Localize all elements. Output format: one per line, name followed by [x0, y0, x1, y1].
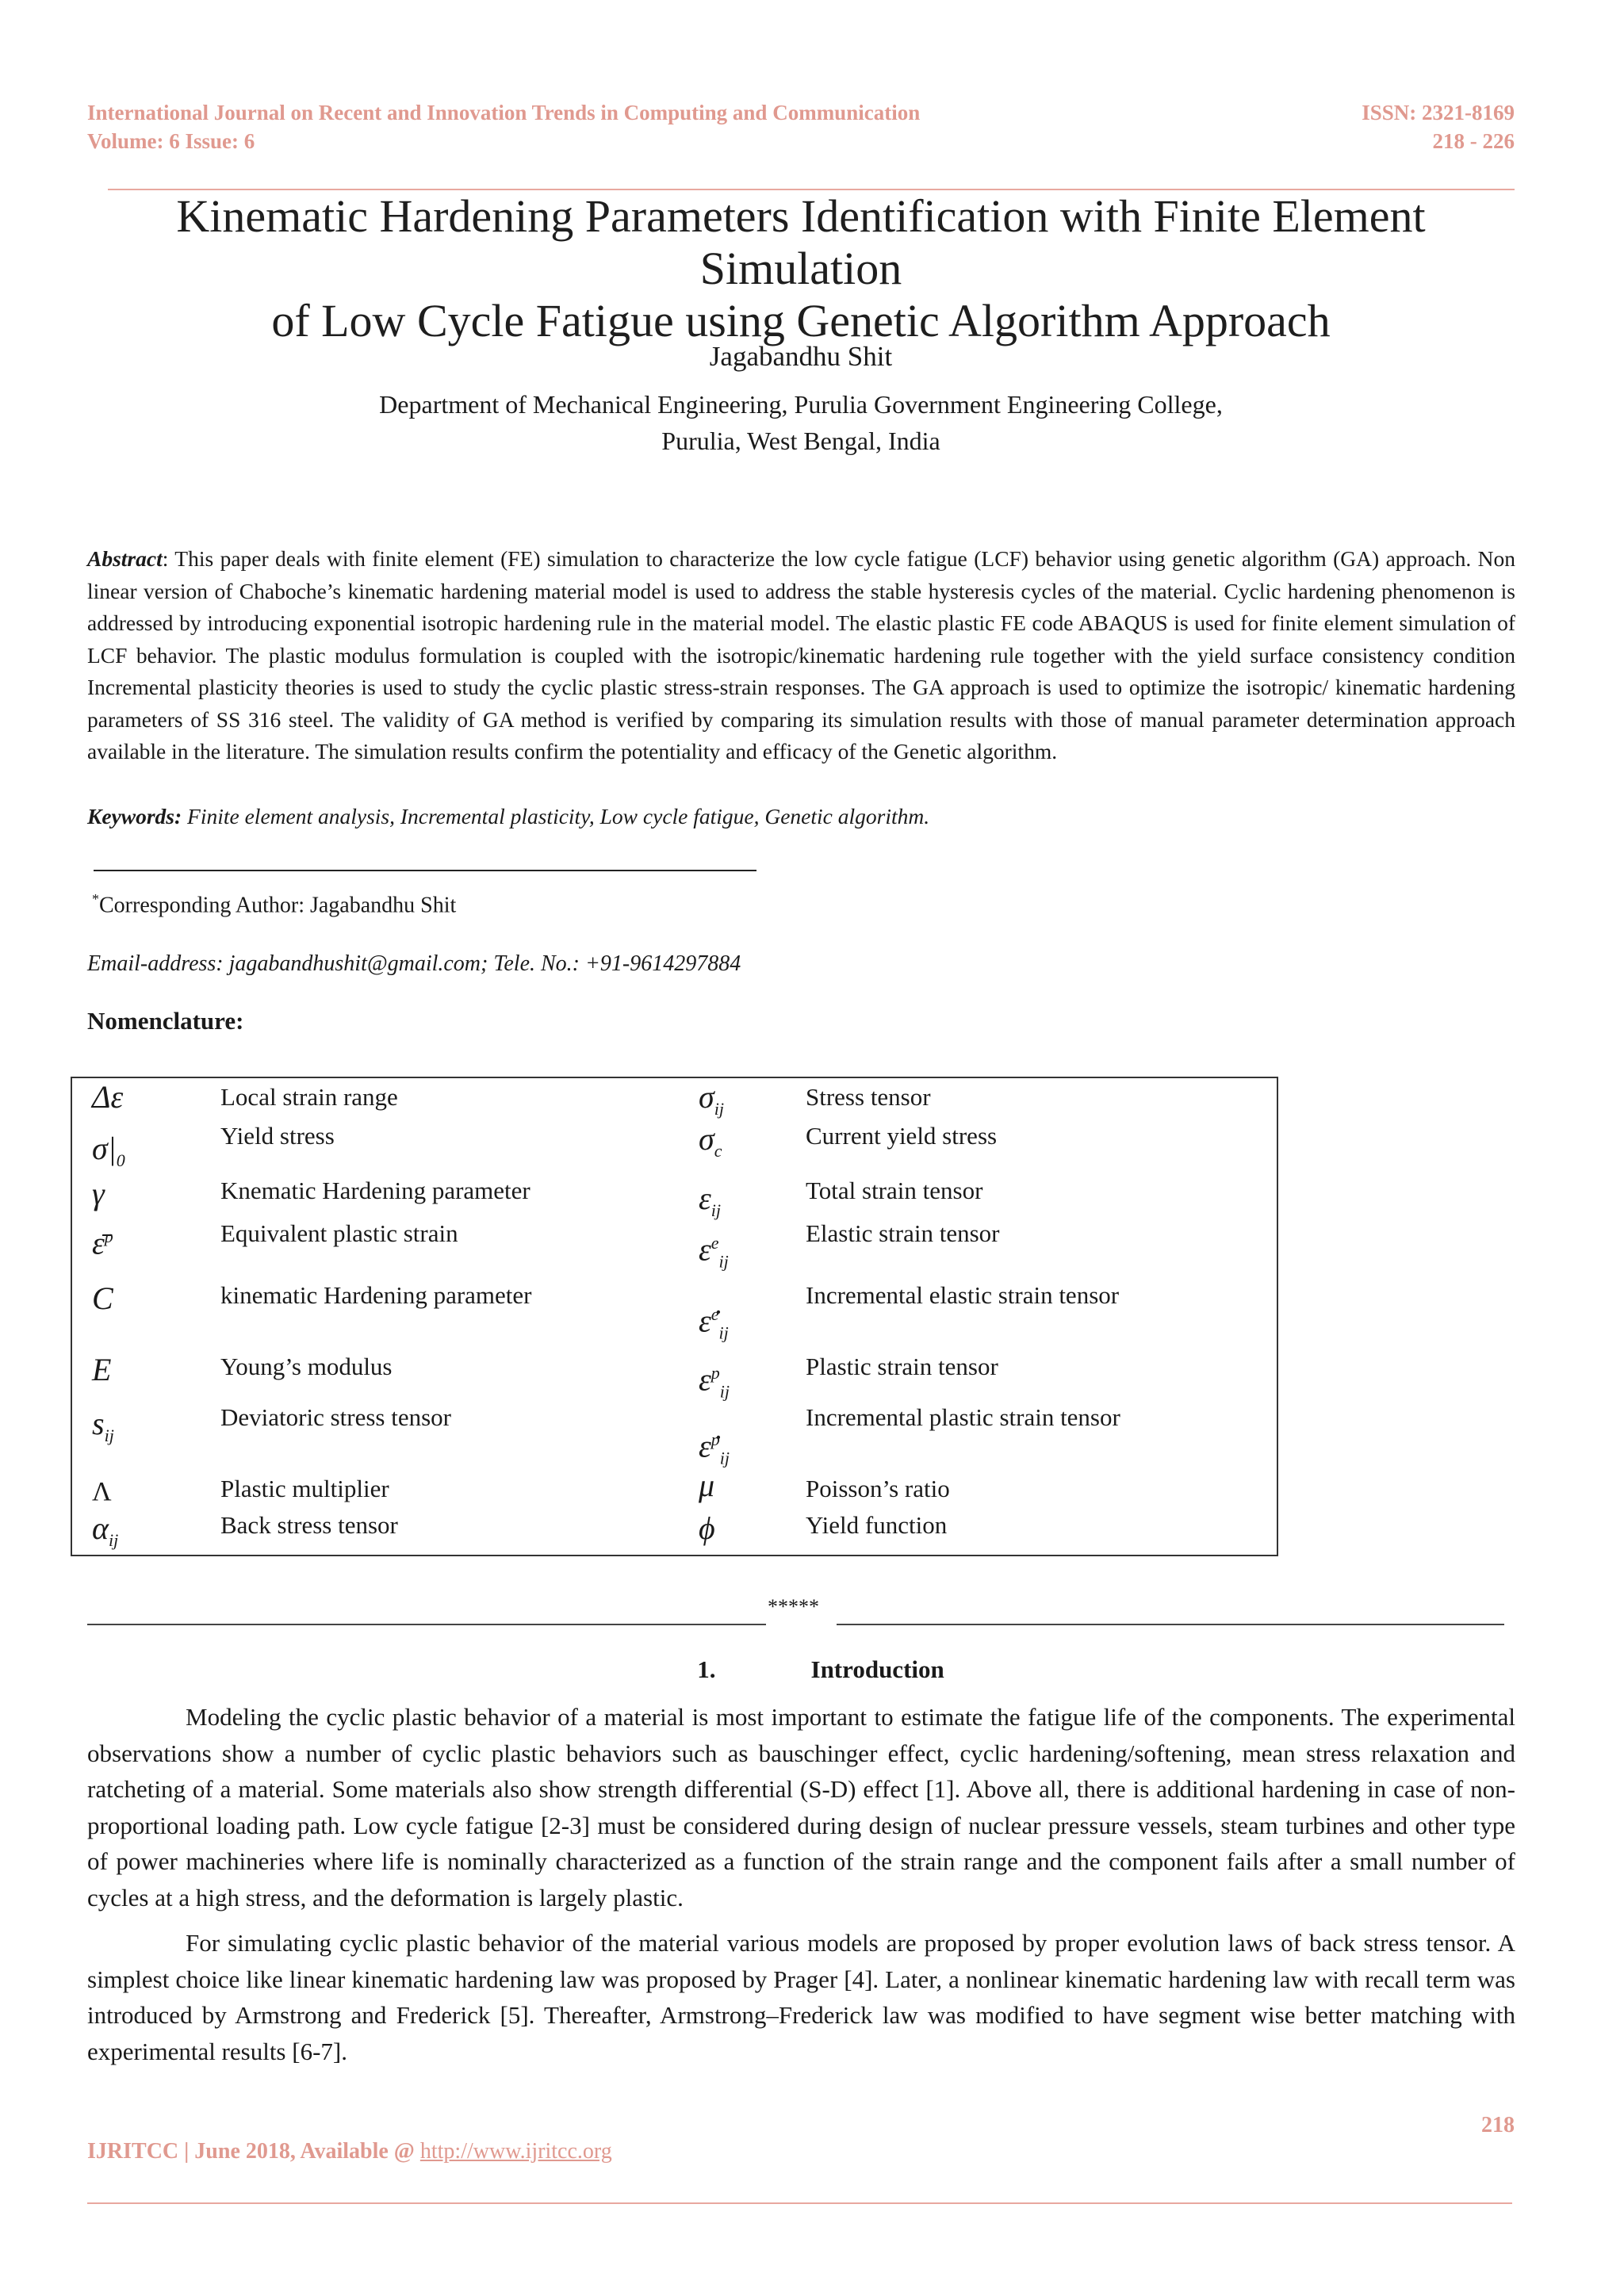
nomenclature-table [71, 1077, 1278, 1556]
symbol-mu: μ [699, 1468, 715, 1503]
section-heading-introduction [87, 1655, 1610, 1684]
symbol-sigma-ij: $\sigma_{ij}$ [699, 1079, 724, 1119]
nomenclature-desc: Poisson’s ratio [806, 1475, 950, 1502]
journal-name: International Journal on Recent and Innovation Trends in Computing and Communication [87, 101, 921, 124]
symbol-incremental-plastic-strain: ε̇$^p_{ij}$ [699, 1428, 730, 1468]
keywords [87, 804, 929, 829]
symbol-epsilon-ij: $\varepsilon_{ij}$ [699, 1181, 721, 1220]
email-contact: Email-address: jagabandhushit@gmail.com; Tele. No.: +91-9614297884 [87, 951, 741, 976]
symbol-yield-sigma: $\sigma|_0$ [92, 1131, 125, 1170]
affiliation-line-1: Department of Mechanical Engineering, Purulia Government Engineering College, [379, 390, 1223, 419]
section-title: Introduction [810, 1655, 944, 1683]
page-range: 218 - 226 [1432, 129, 1515, 153]
symbol-plastic-strain: $\varepsilon^p_{ij}$ [699, 1361, 730, 1402]
symbol-lambda: Λ [92, 1477, 112, 1506]
page-number: 218 [1481, 2113, 1515, 2137]
symbol-s-ij: $s_{ij}$ [92, 1406, 114, 1445]
nomenclature-desc: Deviatoric stress tensor [220, 1403, 451, 1431]
symbol-equivalent-plastic-strain: ε̄$^p$ [92, 1225, 113, 1261]
volume-issue: Volume: 6 Issue: 6 [87, 129, 255, 153]
nomenclature-desc: Incremental elastic strain tensor [806, 1281, 1120, 1309]
issn: ISSN: 2321-8169 [1362, 101, 1515, 124]
nomenclature-desc: Young’s modulus [220, 1353, 393, 1380]
affiliation [87, 386, 1515, 459]
corresponding-author [92, 891, 456, 918]
nomenclature-title: Nomenclature: [87, 1007, 244, 1035]
nomenclature-desc: kinematic Hardening parameter [220, 1281, 532, 1309]
keywords-label: Keywords: [87, 804, 182, 828]
nomenclature-desc: Local strain range [220, 1083, 398, 1111]
symbol-E: E [92, 1352, 112, 1387]
symbol-gamma: γ [92, 1176, 105, 1211]
nomenclature-desc: Yield stress [220, 1122, 335, 1150]
nomenclature-desc: Yield function [806, 1511, 948, 1539]
running-header-left [87, 98, 920, 155]
abstract-label: Abstract [87, 546, 163, 571]
abstract [87, 543, 1515, 768]
keywords-text: Finite element analysis, Incremental plasticity, Low cycle fatigue, Genetic algorithm. [182, 804, 930, 828]
title-line-1: Kinematic Hardening Parameters Identification with Finite Element Simulation [176, 190, 1426, 294]
journal-link[interactable]: http://www.ijritcc.org [419, 2139, 612, 2164]
symbol-C: C [92, 1280, 113, 1316]
nomenclature-desc: Knematic Hardening parameter [220, 1177, 530, 1204]
footnote-mark: * [92, 891, 99, 907]
paper-title [87, 190, 1515, 347]
author-name: Jagabandhu Shit [709, 341, 893, 372]
symbol-alpha-ij: $\alpha_{ij}$ [92, 1510, 119, 1550]
nomenclature-desc: Total strain tensor [806, 1177, 983, 1204]
nomenclature-desc: Incremental plastic strain tensor [806, 1403, 1120, 1431]
symbol-sigma-c: $\sigma_c$ [699, 1121, 722, 1161]
title-line-2: of Low Cycle Fatigue using Genetic Algorithm Approach [271, 295, 1331, 346]
section-number: 1. [697, 1655, 716, 1683]
nomenclature-desc: Stress tensor [806, 1083, 931, 1111]
footer [87, 2139, 612, 2164]
nomenclature-desc: Equivalent plastic strain [220, 1219, 458, 1247]
symbol-delta-epsilon: Δε [92, 1079, 124, 1115]
nomenclature-desc: Plastic strain tensor [806, 1353, 998, 1380]
running-header-right [1362, 98, 1515, 155]
intro-paragraph-2: For simulating cyclic plastic behavior of the material various models are proposed by proper evolution laws of back stress tensor. A simplest choice like linear kinematic hardening law was proposed by Prager [4]. Later, a nonlinear kinematic hardening law with recall term was introduced by Armstrong and Frederick [5]. Thereafter, Armstrong–Frederick law was modified to have segment wise better matching with experimental results [6-7]. [87, 1929, 1515, 2065]
corresponding-text: Corresponding Author: Jagabandhu Shit [99, 893, 457, 918]
symbol-phi: ϕ [699, 1510, 715, 1546]
abstract-text: : This paper deals with finite element (FE) simulation to characterize the low cycle fatigue (LCF) behavior using genetic algorithm (GA) approach. Non linear version of Chaboche’s kinematic hardening material model is used to address the stable hysteresis cycles of the material. Cyclic hardening phenomenon is addressed by introducing exponential isotropic hardening rule in the material model. The elastic plastic FE code ABAQUS is used for finite element simulation of LCF behavior. The plastic modulus formulation is coupled with the isotropic/kinematic hardening rule together with the yield surface consistency condition Incremental plasticity theories is used to study the cyclic plastic stress-strain responses. The GA approach is used to optimize the isotropic/ kinematic hardening parameters of SS 316 steel. The validity of GA method is verified by comparing its simulation results with those of manual parameter determination approach available in the literature. The simulation results confirm the potentiality and efficacy of the Genetic algorithm. [87, 546, 1515, 763]
footer-rule [87, 2202, 1512, 2204]
affiliation-line-2: Purulia, West Bengal, India [661, 427, 940, 455]
symbol-incremental-elastic-strain: ε̇$^e_{ij}$ [699, 1303, 729, 1343]
nomenclature-desc: Back stress tensor [220, 1511, 398, 1539]
footer-text: IJRITCC | June 2018, Available @ [87, 2139, 420, 2164]
nomenclature-desc: Current yield stress [806, 1122, 998, 1150]
separator-line-right [837, 1624, 1504, 1625]
footnote-rule [94, 870, 756, 871]
separator-line-left [87, 1624, 766, 1625]
intro-paragraph-1: Modeling the cyclic plastic behavior of a material is most important to estimate the fatigue life of the components. The experimental observations show a number of cyclic plastic behaviors such as bauschinger effect, cyclic hardening/softening, mean stress relaxation and ratcheting of a material. Some materials also show strength differential (S-D) effect [1]. Above all, there is additional hardening in case of non-proportional loading path. Low cycle fatigue [2-3] must be considered during design of nuclear pressure vessels, steam turbines and other type of power machineries where life is nominally characterized as a function of the strain range and the component fails after a small number of cycles at a high stress, and the deformation is largely plastic. [87, 1703, 1515, 1911]
nomenclature-desc: Plastic multiplier [220, 1475, 389, 1502]
nomenclature-desc: Elastic strain tensor [806, 1219, 1000, 1247]
separator-stars: ***** [768, 1595, 819, 1618]
symbol-elastic-strain: $\varepsilon^e_{ij}$ [699, 1231, 729, 1272]
